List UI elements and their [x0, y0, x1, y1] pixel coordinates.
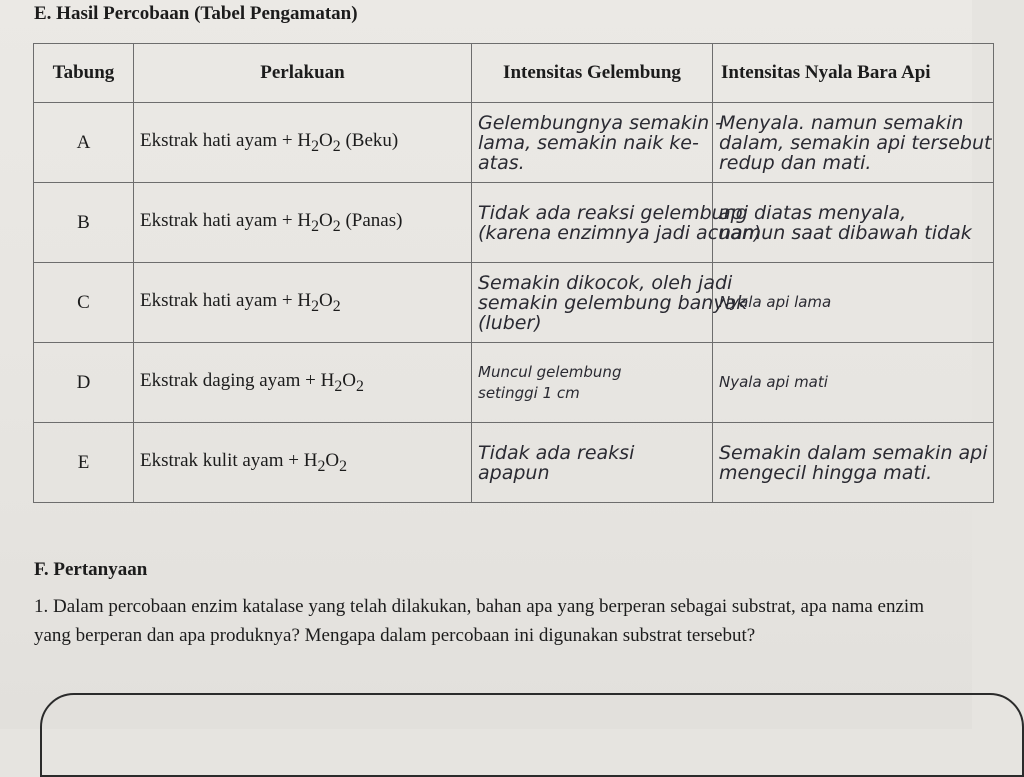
table-row — [34, 423, 994, 503]
bubble-observation-cell: Muncul gelembung setinggi 1 cm — [472, 343, 713, 423]
treatment-cell: Ekstrak hati ayam + $H_2O_2$ (Panas) — [134, 183, 472, 263]
treatment-cell: Ekstrak kulit ayam + $H_2O_2$ — [134, 423, 472, 503]
flame-observation-cell: Nyala api lama — [713, 263, 994, 343]
tube-cell: B — [34, 183, 134, 263]
header-intensitas-nyala: Intensitas Nyala Bara Api — [713, 44, 994, 103]
header-perlakuan: Perlakuan — [134, 44, 472, 103]
section-f-title: F. Pertanyaan — [34, 559, 148, 580]
section-e-title: E. Hasil Percobaan (Tabel Pengamatan) — [34, 3, 358, 24]
tube-cell: D — [34, 343, 134, 423]
bubble-observation-cell: Semakin dikocok, oleh jadi semakin gelembung banyak (luber) — [472, 263, 713, 343]
flame-observation-cell: Nyala api mati — [713, 343, 994, 423]
treatment-cell: Ekstrak hati ayam + $H_2O_2$ (Beku) — [134, 103, 472, 183]
table-row — [34, 183, 994, 263]
treatment-cell: Ekstrak daging ayam + $H_2O_2$ — [134, 343, 472, 423]
tube-cell: A — [34, 103, 134, 183]
table-row — [34, 263, 994, 343]
table-header-row — [34, 44, 994, 103]
table-row — [34, 103, 994, 183]
header-intensitas-gelembung: Intensitas Gelembung — [472, 44, 713, 103]
treatment-cell: Ekstrak hati ayam + $H_2O_2$ — [134, 263, 472, 343]
bubble-observation-cell: Gelembungnya semakin - lama, semakin naik ke- atas. — [472, 103, 713, 183]
answer-box — [40, 693, 1024, 777]
bubble-observation-cell: Tidak ada reaksi gelembung (karena enzimnya jadi acuan) — [472, 183, 713, 263]
bubble-observation-cell: Tidak ada reaksi apapun — [472, 423, 713, 503]
flame-observation-cell: Semakin dalam semakin api mengecil hingga mati. — [713, 423, 994, 503]
flame-observation-cell: api diatas menyala, namun saat dibawah tidak — [713, 183, 994, 263]
question-1-text: 1. Dalam percobaan enzim katalase yang telah dilakukan, bahan apa yang berperan sebagai substrat, apa nama enzim yang berperan dan apa produknya? Mengapa dalam percobaan ini digunakan substrat tersebut? — [34, 596, 924, 646]
flame-observation-cell: Menyala. namun semakin dalam, semakin api tersebut redup dan mati. — [713, 103, 994, 183]
table-row — [34, 343, 994, 423]
header-tabung: Tabung — [34, 44, 134, 103]
observation-table — [33, 43, 994, 503]
tube-cell: E — [34, 423, 134, 503]
tube-cell: C — [34, 263, 134, 343]
